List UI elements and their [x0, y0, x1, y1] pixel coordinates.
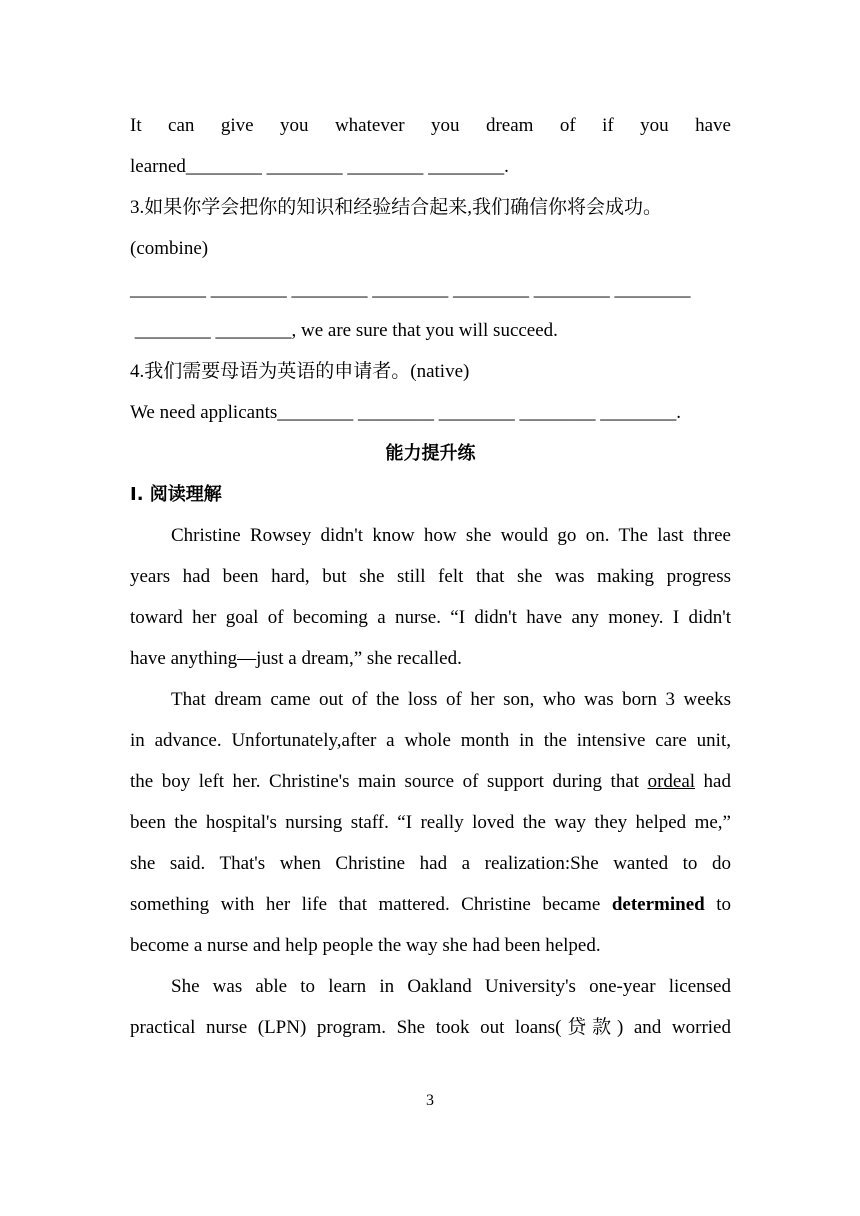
paragraph-2-line: been the hospital's nursing staff. “I really loved the way they helped me,”	[130, 812, 731, 833]
text-line: (combine)	[130, 238, 209, 259]
text-span: had	[695, 771, 731, 792]
document-body	[130, 105, 731, 1048]
question-3: 3.如果你学会把你的知识和经验结合起来,我们确信你将会成功。	[130, 197, 663, 218]
paragraph-3-line: practical nurse (LPN) program. She took out loans(贷款) and worried	[130, 1017, 731, 1038]
text-span: to	[704, 894, 731, 915]
question-4: 4.我们需要母语为英语的申请者。(native)	[130, 361, 470, 382]
paragraph-3-line: She was able to learn in Oakland University's one-year licensed	[171, 976, 731, 997]
text-span: something with her life that mattered. Christine became	[130, 894, 612, 915]
paragraph-1-line: Christine Rowsey didn't know how she would go on. The last three	[171, 525, 731, 546]
paragraph-1-line: years had been hard, but she still felt that she was making progress	[130, 566, 731, 587]
paragraph-2-line: become a nurse and help people the way she had been helped.	[130, 935, 601, 956]
paragraph-2-line: she said. That's when Christine had a realization:She wanted to do	[130, 853, 731, 874]
text-line: We need applicants________ ________ ________ ________ ________.	[130, 402, 681, 423]
text-line: It can give you whatever you dream of if you have	[130, 115, 731, 136]
paragraph-2-line: in advance. Unfortunately,after a whole month in the intensive care unit,	[130, 730, 731, 751]
text-span: the boy left her. Christine's main source of support during that	[130, 771, 648, 792]
paragraph-1-line: have anything—just a dream,” she recalled.	[130, 648, 462, 669]
text-line: learned________ ________ ________ ________.	[130, 156, 509, 177]
bold-word: determined	[611, 894, 705, 915]
reading-section-title: Ⅰ. 阅读理解	[130, 484, 222, 505]
paragraph-2-line: That dream came out of the loss of her son, who was born 3 weeks	[171, 689, 731, 710]
section-heading: 能力提升练	[385, 443, 476, 464]
paragraph-2-line	[130, 884, 731, 925]
underlined-word: ordeal	[647, 771, 696, 792]
paragraph-2-line	[130, 761, 731, 802]
answer-blanks: ________ ________ ________ ________ ________ ________ ________	[130, 279, 691, 300]
page-number: 3	[426, 1092, 434, 1109]
paragraph-1-line: toward her goal of becoming a nurse. “I didn't have any money. I didn't	[130, 607, 731, 628]
text-line: ________ ________, we are sure that you will succeed.	[130, 320, 558, 341]
